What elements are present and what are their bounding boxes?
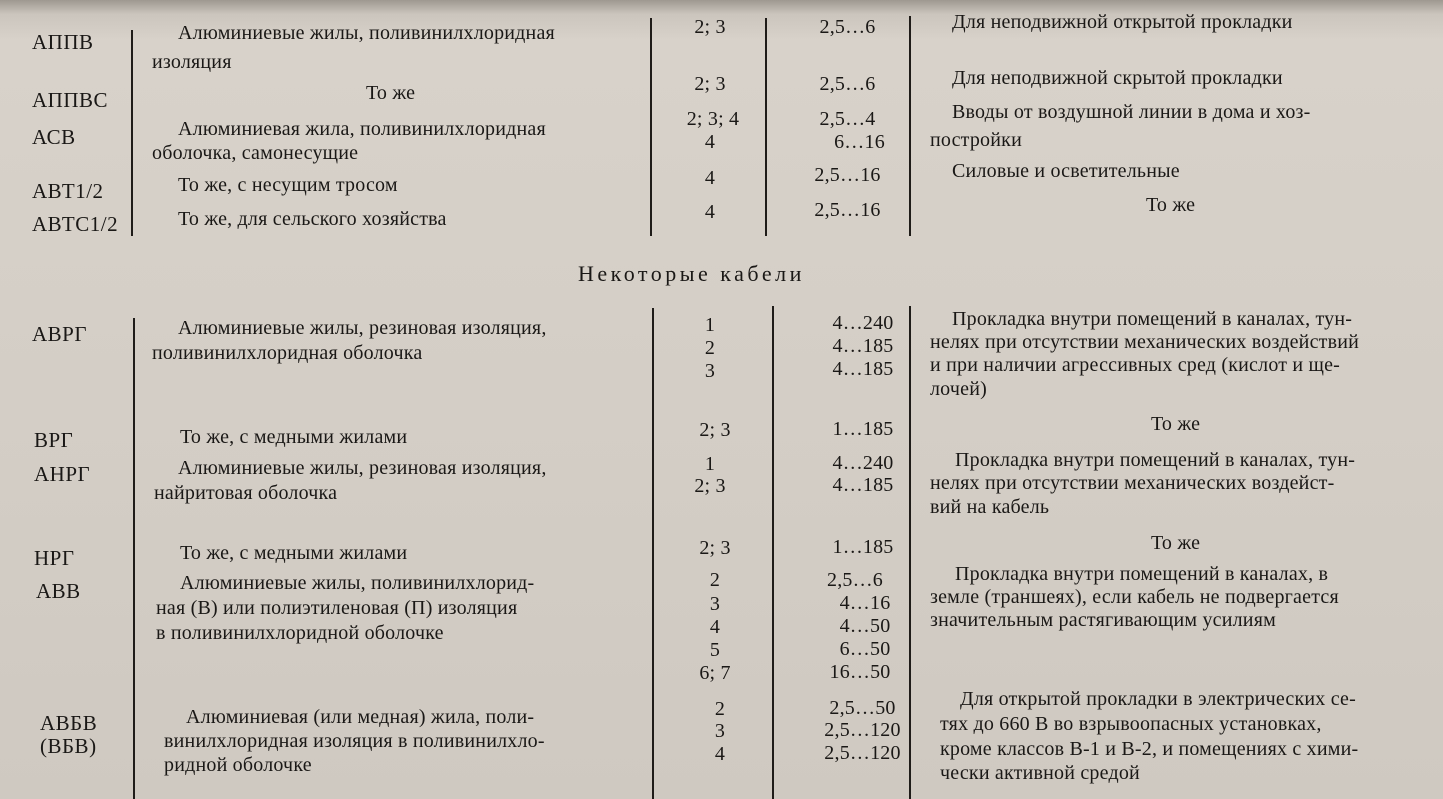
wire-section: 6…16 <box>834 131 885 153</box>
wire-section: 2,5…16 <box>814 199 881 221</box>
wire-usage-line: То же <box>1146 194 1196 216</box>
cable-code: (ВБВ) <box>40 734 97 758</box>
cable-section: 6…50 <box>839 638 891 660</box>
cable-section: 2,5…6 <box>827 569 883 591</box>
column-rule-3-lower <box>772 306 774 799</box>
cable-section: 4…16 <box>839 592 891 614</box>
column-rule-4 <box>909 16 911 236</box>
cable-section: 2,5…120 <box>824 719 901 741</box>
cable-code: ВРГ <box>34 428 74 452</box>
wire-material-line: оболочка, самонесущие <box>152 142 359 164</box>
cable-usage-line: значительным растягивающим усилиям <box>930 609 1276 631</box>
wire-usage-line: Для неподвижной скрытой прокладки <box>952 67 1283 89</box>
cable-usage-line: нелях при отсутствии механических воздействий <box>930 331 1360 353</box>
cable-usage-line: чески активной средой <box>940 762 1140 784</box>
wire-code: АВТ1/2 <box>32 179 104 203</box>
cable-material-line: Алюминиевая (или медная) жила, поли- <box>186 706 535 728</box>
wire-section: 2,5…6 <box>819 16 876 38</box>
cable-usage-line: Прокладка внутри помещений в каналах, в <box>955 563 1329 585</box>
cable-cores: 2 <box>714 698 726 720</box>
wire-section: 2,5…6 <box>819 73 876 95</box>
cable-code: АНРГ <box>34 462 91 486</box>
cable-usage-line: Прокладка внутри помещений в каналах, тун- <box>952 308 1353 330</box>
cable-cores: 2 <box>704 337 716 359</box>
cable-usage-line: кроме классов В-1 и В-2, и помещениях с хими- <box>940 738 1359 760</box>
cable-cores: 4 <box>714 743 726 765</box>
cable-cores: 5 <box>709 639 721 661</box>
cable-usage-line: нелях при отсутствии механических воздейст- <box>930 472 1335 494</box>
wire-cores: 4 <box>704 131 716 153</box>
cable-material-line: То же, с медными жилами <box>180 542 408 564</box>
cable-cores: 4 <box>709 616 721 638</box>
cable-cores: 3 <box>704 360 716 382</box>
cable-material-line: Алюминиевые жилы, резиновая изоляция, <box>178 317 547 339</box>
wire-cores: 4 <box>704 167 716 189</box>
cable-usage-line: вий на кабель <box>930 496 1050 518</box>
cable-material-line: винилхлоридная изоляция в поливинилхло- <box>164 730 545 752</box>
cable-material-line: Алюминиевые жилы, поливинилхлорид- <box>180 572 535 594</box>
cable-usage-line: Для открытой прокладки в электрических се- <box>960 688 1356 710</box>
cable-cores: 1 <box>704 314 716 336</box>
cable-code: АВБВ <box>40 711 98 735</box>
cable-section: 2,5…50 <box>829 697 896 719</box>
wire-cores: 2; 3 <box>694 73 726 95</box>
wire-material-line: Алюминиевая жила, поливинилхлоридная <box>178 118 546 140</box>
cable-code: АВРГ <box>32 322 87 346</box>
column-rule-2-lower <box>652 308 654 799</box>
cable-usage-line: и при наличии агрессивных сред (кислот и ще- <box>930 354 1341 376</box>
wire-usage-line: Для неподвижной открытой прокладки <box>952 11 1293 33</box>
cable-cores: 6; 7 <box>699 662 731 684</box>
cable-cores: 3 <box>709 593 721 615</box>
cable-usage-line: Прокладка внутри помещений в каналах, тун- <box>955 449 1356 471</box>
cable-cores: 2; 3 <box>699 537 731 559</box>
cable-code: НРГ <box>34 546 75 570</box>
wire-code: АВТС1/2 <box>32 212 119 236</box>
wire-code: АППВ <box>32 30 94 54</box>
column-rule-2 <box>650 18 652 236</box>
cable-usage-line: То же <box>1151 532 1201 554</box>
cable-section: 4…185 <box>832 358 894 380</box>
wire-material-line: Алюминиевые жилы, поливинилхлоридная <box>178 22 555 44</box>
cable-cores: 2 <box>709 569 721 591</box>
cable-cores: 2; 3 <box>699 419 731 441</box>
column-rule-1-lower <box>133 318 135 799</box>
cable-material-line: поливинилхлоридная оболочка <box>152 342 423 364</box>
wire-section: 2,5…4 <box>819 108 876 130</box>
cable-section: 4…50 <box>839 615 891 637</box>
wire-code: АСВ <box>32 125 76 149</box>
cable-material-line: ридной оболочке <box>164 754 312 776</box>
wire-section: 2,5…16 <box>814 164 881 186</box>
cable-code: АВВ <box>36 579 81 603</box>
cable-section: 2,5…120 <box>824 742 901 764</box>
cable-material-line: в поливинилхлоридной оболочке <box>156 622 444 644</box>
wire-material-line: То же, с несущим тросом <box>178 174 398 196</box>
cable-usage-line: То же <box>1151 413 1201 435</box>
wire-material-line: То же, для сельского хозяйства <box>178 208 447 230</box>
wire-material-line: изоляция <box>152 51 232 73</box>
cable-section: 4…185 <box>832 474 894 496</box>
wire-usage-line: постройки <box>930 129 1022 151</box>
cable-usage-line: лочей) <box>930 378 987 400</box>
cable-usage-line: земле (траншеях), если кабель не подвергается <box>930 586 1339 608</box>
column-rule-1 <box>131 30 133 236</box>
cable-section: 16…50 <box>829 661 891 683</box>
wire-usage-line: Вводы от воздушной линии в дома и хоз- <box>952 101 1311 123</box>
wire-material-line: То же <box>366 82 416 104</box>
cable-cores: 2; 3 <box>694 475 726 497</box>
wire-code: АППВС <box>32 88 109 112</box>
cable-material-line: То же, с медными жилами <box>180 426 408 448</box>
cable-section: 4…240 <box>832 452 894 474</box>
cable-section: 4…185 <box>832 335 894 357</box>
cable-usage-line: тях до 660 В во взрывоопасных установках, <box>940 713 1322 735</box>
wire-cores: 2; 3 <box>694 16 726 38</box>
wire-cores: 4 <box>704 201 716 223</box>
section-heading: Некоторые кабели <box>578 261 805 286</box>
cable-section: 4…240 <box>832 312 894 334</box>
cable-material-line: Алюминиевые жилы, резиновая изоляция, <box>178 457 547 479</box>
wire-cores: 2; 3; 4 <box>686 108 740 130</box>
cable-material-line: ная (В) или полиэтиленовая (П) изоляция <box>156 597 518 619</box>
wire-usage-line: Силовые и осветительные <box>952 160 1180 182</box>
cable-cores: 1 <box>704 453 716 475</box>
cable-cores: 3 <box>714 720 726 742</box>
column-rule-3 <box>765 18 767 236</box>
cable-material-line: найритовая оболочка <box>154 482 338 504</box>
cable-section: 1…185 <box>832 536 894 558</box>
cable-section: 1…185 <box>832 418 894 440</box>
